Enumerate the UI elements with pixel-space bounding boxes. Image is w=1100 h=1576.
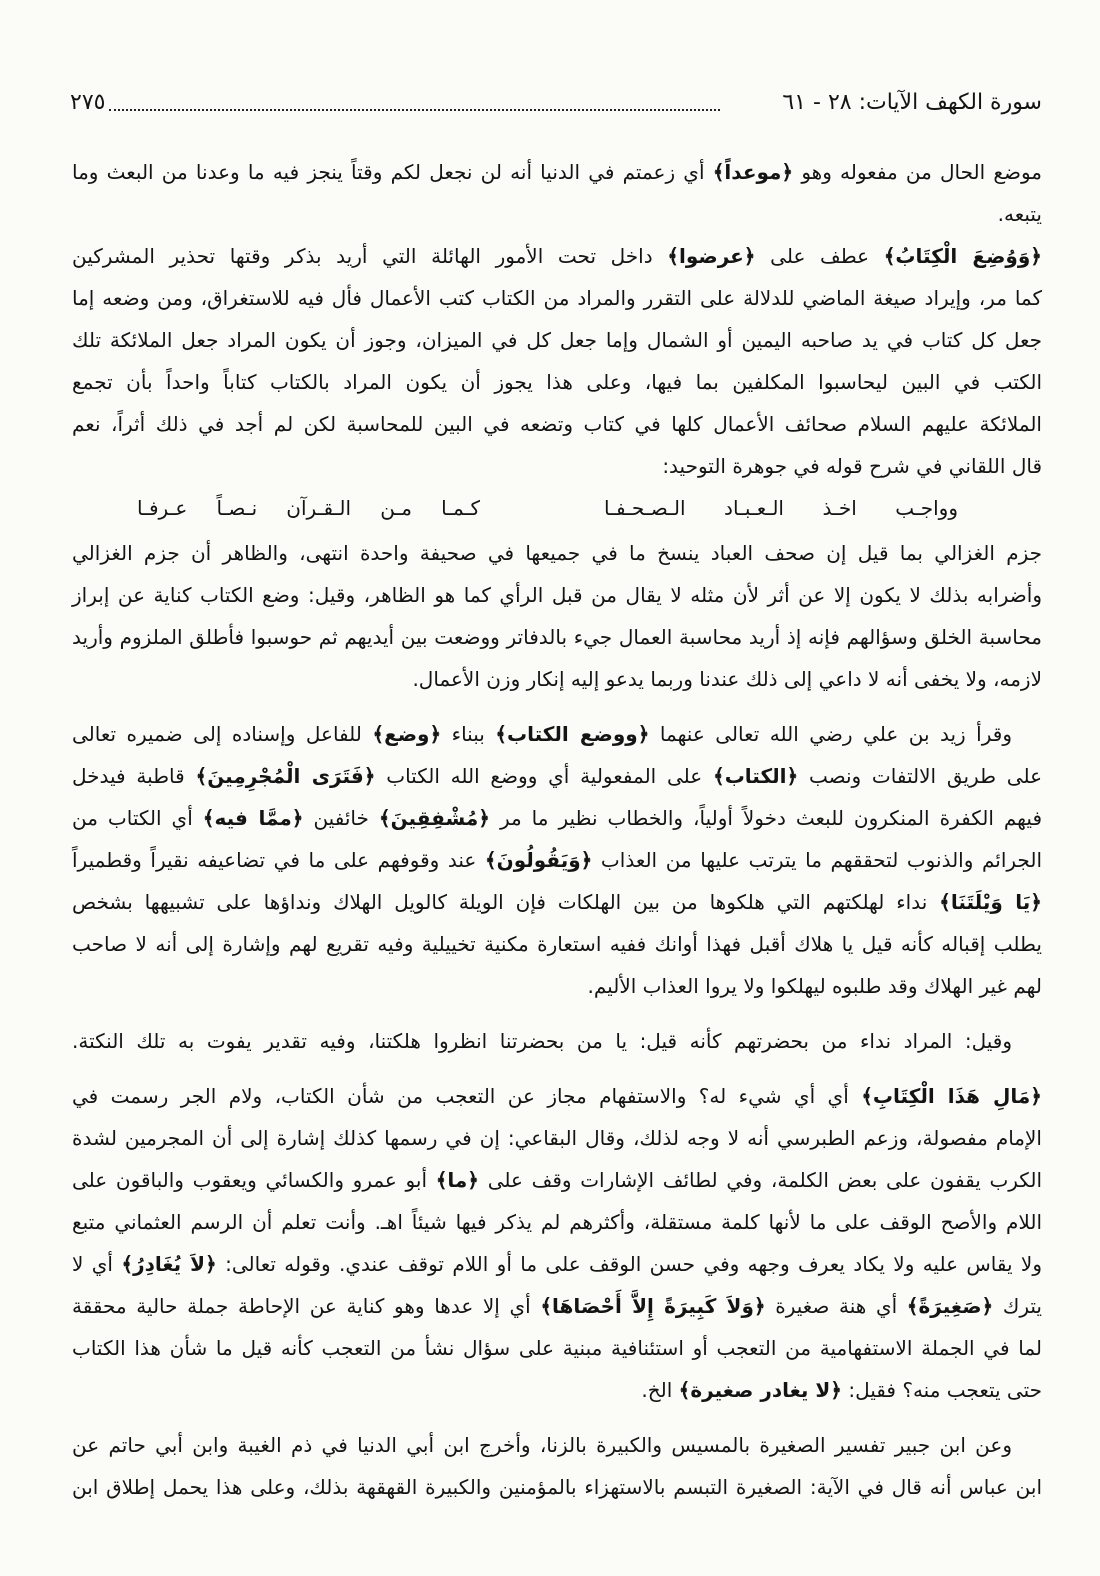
quran-quote: ﴿موعداً﴾ xyxy=(712,160,794,184)
text-line xyxy=(70,713,1012,755)
text-line xyxy=(70,839,1042,881)
line-content: ولا يقاس عليه ولا يكاد يعرف وجهه وفي حسن الوقف على ما أو اللام توقف عندي. وقوله تعالى: ﴿لاَ يُغَادِرُ﴾ أي لا xyxy=(72,1252,1042,1276)
paragraph xyxy=(70,713,1042,1007)
quran-quote: ﴿عرضوا﴾ xyxy=(667,244,756,268)
text-line xyxy=(70,1243,1042,1285)
text-line xyxy=(70,277,1042,319)
paragraph xyxy=(70,532,1042,700)
line-content: وقرأ زيد بن علي رضي الله تعالى عنهما ﴿ووضع الكتاب﴾ ببناء ﴿وضع﴾ للفاعل وإسناده إلى ضميره تعالى xyxy=(72,722,1012,746)
text-line xyxy=(70,1075,1042,1117)
text-line xyxy=(70,193,1042,235)
line-content: وأضرابه بذلك لا يكون إلا عن أثر لأن مثله لا يقال من قبل الرأي كما هو الظاهر، وقيل: وضع الكتاب كناية عن إبراز xyxy=(72,583,1042,607)
verse-hemistich-right xyxy=(602,487,958,529)
text-line xyxy=(70,923,1042,965)
verse-hemistich-left xyxy=(135,487,480,529)
text-line xyxy=(70,151,1042,193)
text-line xyxy=(70,755,1042,797)
line-content: الجرائم والذنوب لتحققهم ما يترتب عليها من العذاب ﴿وَيَقُولُونَ﴾ عند وقوفهم على ما في تضاعيفه نقيراً وقطميراً xyxy=(72,848,1042,872)
paragraph xyxy=(70,1424,1042,1508)
line-content: فيهم الكفرة المنكرون للبعث دخولاً أولياً، والخطاب نظير ما مر ﴿مُشْفِقِينَ﴾ خائفين ﴿ممَّا فيه﴾ أي الكتاب من xyxy=(72,806,1042,830)
line-content: محاسبة الخلق وسؤالهم فإنه إذ أريد محاسبة العمال جيء بالدفاتر ووضعت بين أيديهم ثم حوسبوا فأطلق الملزوم وأريد xyxy=(72,625,1042,649)
text-line xyxy=(70,1117,1042,1159)
text-line xyxy=(70,1327,1042,1369)
page-number: ٢٧٥ xyxy=(70,90,106,115)
quran-quote: ﴿ووضع الكتاب﴾ xyxy=(495,722,650,746)
paragraph xyxy=(70,235,1042,487)
quran-quote: ﴿وَلاَ كَبِيرَةً إِلاَّ أَحْصَاهَا﴾ xyxy=(540,1294,766,1318)
line-content: حتى يتعجب منه؟ فقيل: ﴿لا يغادر صغيرة﴾ الخ. xyxy=(641,1378,1042,1402)
text-line xyxy=(70,1424,1012,1466)
line-content: على طريق الالتفات ونصب ﴿الكتاب﴾ على المفعولية أي ووضع الله الكتاب ﴿فَتَرَى الْمُجْرِمِينَ﴾ قاطبة فيدخل xyxy=(72,764,1042,788)
page-body xyxy=(70,151,1042,1508)
quran-quote: ﴿لا يغادر صغيرة﴾ xyxy=(678,1378,843,1402)
text-line xyxy=(70,1020,1012,1062)
line-content: الكرب يقفون على بعض الكلمة، وفي لطائف الإشارات وقف على ﴿ما﴾ أبو عمرو والكسائي ويعقوب والباقون على xyxy=(72,1168,1042,1192)
text-line xyxy=(70,445,1042,487)
quran-quote: ﴿يَا وَيْلَتَنَا﴾ xyxy=(939,890,1042,914)
quran-quote: ﴿فَتَرَى الْمُجْرِمِينَ﴾ xyxy=(195,764,376,788)
line-content: الملائكة عليهم السلام صحائف الأعمال كلها في كتاب وتضعه في البين للمحاسبة لكن لم أجد في ذلك أثراً، نعم xyxy=(72,412,1042,436)
quran-quote: ﴿وَوُضِعَ الْكِتَابُ﴾ xyxy=(883,244,1042,268)
text-line xyxy=(70,1159,1042,1201)
line-content: قال اللقاني في شرح قوله في جوهرة التوحيد: xyxy=(662,454,1042,478)
line-content: ﴿مَالِ هَذَا الْكِتَابِ﴾ أي أي شيء له؟ والاستفهام مجاز عن التعجب من شأن الكتاب، ولام الجر رسمت في xyxy=(72,1084,1042,1108)
line-content: لما في الجملة الاستفهامية من التعجب أو استئنافية مبنية على سؤال نشأ من التعجب كأنه قيل ما شأن هذا الكتاب xyxy=(72,1336,1042,1360)
line-content: وقيل: المراد نداء من بحضرتهم كأنه قيل: يا من بحضرتنا انظروا هلكتنا، وفيه تقدير يفوت به تلك النكتة. xyxy=(72,1029,1012,1053)
line-content: ابن عباس أنه قال في الآية: الصغيرة التبسم بالاستهزاء بالمؤمنين والكبيرة القهقهة بذلك، وعلى هذا يحمل إطلاق ابن xyxy=(72,1475,1042,1499)
text-line xyxy=(70,574,1042,616)
quran-quote: ﴿الكتاب﴾ xyxy=(712,764,799,788)
line-content: كما مر، وإيراد صيغة الماضي للدلالة على التقرر والمراد من الكتاب كتب الأعمال فأل فيه للاستغراق، ومن وضعه إما xyxy=(72,286,1042,310)
line-content: ﴿يَا وَيْلَتَنَا﴾ نداء لهلكتهم التي هلكوها من بين الهلكات فإن الويلة كالويل الهلاك ونداؤها على تشبيهها بشخص xyxy=(72,890,1042,914)
text-line xyxy=(70,1201,1042,1243)
line-content: كـمـا مـن الـقـرآن نـصـاً عـرفـا xyxy=(137,496,480,520)
text-line xyxy=(70,1369,1042,1411)
line-content: الكتب في البين ليحاسبوا المكلفين بما فيها، وعلى هذا يجوز أن يكون المراد بالكتاب كتاباً واحداً بأن تجمع xyxy=(72,370,1042,394)
line-content: يطلب إقباله كأنه قيل يا هلاك أقبل فهذا أوانك ففيه استعارة مكنية تخييلية وفيه تقريع لهم وإشارة إلى أنه لا صاحب xyxy=(72,932,1042,956)
paragraph xyxy=(70,1075,1042,1411)
quran-quote: ﴿ممَّا فيه﴾ xyxy=(202,806,304,830)
text-line xyxy=(70,881,1042,923)
paragraph xyxy=(70,1020,1042,1062)
text-line xyxy=(70,403,1042,445)
running-header xyxy=(70,86,1042,120)
text-line xyxy=(70,319,1042,361)
text-line xyxy=(70,797,1042,839)
line-content: جزم الغزالي بما قيل إن صحف العباد ينسخ ما في جميعها في صحيفة واحدة انتهى، والظاهر أن جزم الغزالي xyxy=(72,541,1042,565)
text-line xyxy=(70,1285,1042,1327)
line-content: الإمام مفصولة، وزعم الطبرسي أنه لا وجه لذلك، وقال البقاعي: إن في رسمها كذلك إشارة إلى أن المجرمين لشدة xyxy=(72,1126,1042,1150)
text-line xyxy=(70,1466,1042,1508)
text-line xyxy=(70,235,1042,277)
line-content: جعل كل كتاب في يد صاحبه اليمين أو الشمال وإما جعل كل في الميزان، وجوز أن يكون المراد جعل الملائكة تلك xyxy=(72,328,1042,352)
text-line xyxy=(70,616,1042,658)
line-content: لهم غير الهلاك وقد طلبوه ليهلكوا ولا يروا العذاب الأليم. xyxy=(587,974,1042,998)
poetry-verse xyxy=(70,487,1042,532)
quran-quote: ﴿مُشْفِقِينَ﴾ xyxy=(378,806,490,830)
quran-quote: ﴿وضع﴾ xyxy=(372,722,442,746)
line-content: وعن ابن جبير تفسير الصغيرة بالمسيس والكبيرة بالزنا، وأخرج ابن أبي الدنيا في ذم الغيبة وابن أبي حاتم عن xyxy=(72,1433,1012,1457)
text-line xyxy=(70,532,1042,574)
quran-quote: ﴿ما﴾ xyxy=(435,1168,480,1192)
line-content: موضع الحال من مفعوله وهو ﴿موعداً﴾ أي زعمتم في الدنيا أنه لن نجعل لكم وقتاً ينجز فيه ما وعدنا من البعث وما xyxy=(72,160,1042,184)
quran-quote: ﴿وَيَقُولُونَ﴾ xyxy=(484,848,593,872)
line-content: يتبعه. xyxy=(997,202,1042,226)
line-content: اللام والأصح الوقف على ما لأنها كلمة مستقلة، وأكثرهم لم يذكر فيها شيئاً اهـ. وأنت تعلم أن الرسم العثماني متبع xyxy=(72,1210,1042,1234)
line-content: وواجـب اخـذ الـعـبـاد الـصـحـفـا xyxy=(604,496,958,520)
dot-leader xyxy=(109,108,720,111)
paragraph xyxy=(70,151,1042,235)
line-content: لازمه، ولا يخفى أنه لا داعي إلى ذلك عندنا وربما يدعو إليه إنكار وزن الأعمال. xyxy=(412,667,1042,691)
text-line xyxy=(70,658,1042,700)
quran-quote: ﴿صَغِيرَةً﴾ xyxy=(906,1294,994,1318)
text-line xyxy=(70,361,1042,403)
line-content: ﴿وَوُضِعَ الْكِتَابُ﴾ عطف على ﴿عرضوا﴾ داخل تحت الأمور الهائلة التي أريد بذكر وقتها تحذير المشركين xyxy=(72,244,1042,268)
quran-quote: ﴿لاَ يُغَادِرُ﴾ xyxy=(121,1252,217,1276)
surah-title: سورة الكهف الآيات: ٢٨ - ٦١ xyxy=(782,90,1042,115)
line-content: يترك ﴿صَغِيرَةً﴾ أي هنة صغيرة ﴿وَلاَ كَبِيرَةً إِلاَّ أَحْصَاهَا﴾ أي إلا عدها وهو كناية عن الإحاطة جملة حالية محققة xyxy=(72,1294,1042,1318)
quran-quote: ﴿مَالِ هَذَا الْكِتَابِ﴾ xyxy=(861,1084,1042,1108)
text-line xyxy=(70,965,1042,1007)
